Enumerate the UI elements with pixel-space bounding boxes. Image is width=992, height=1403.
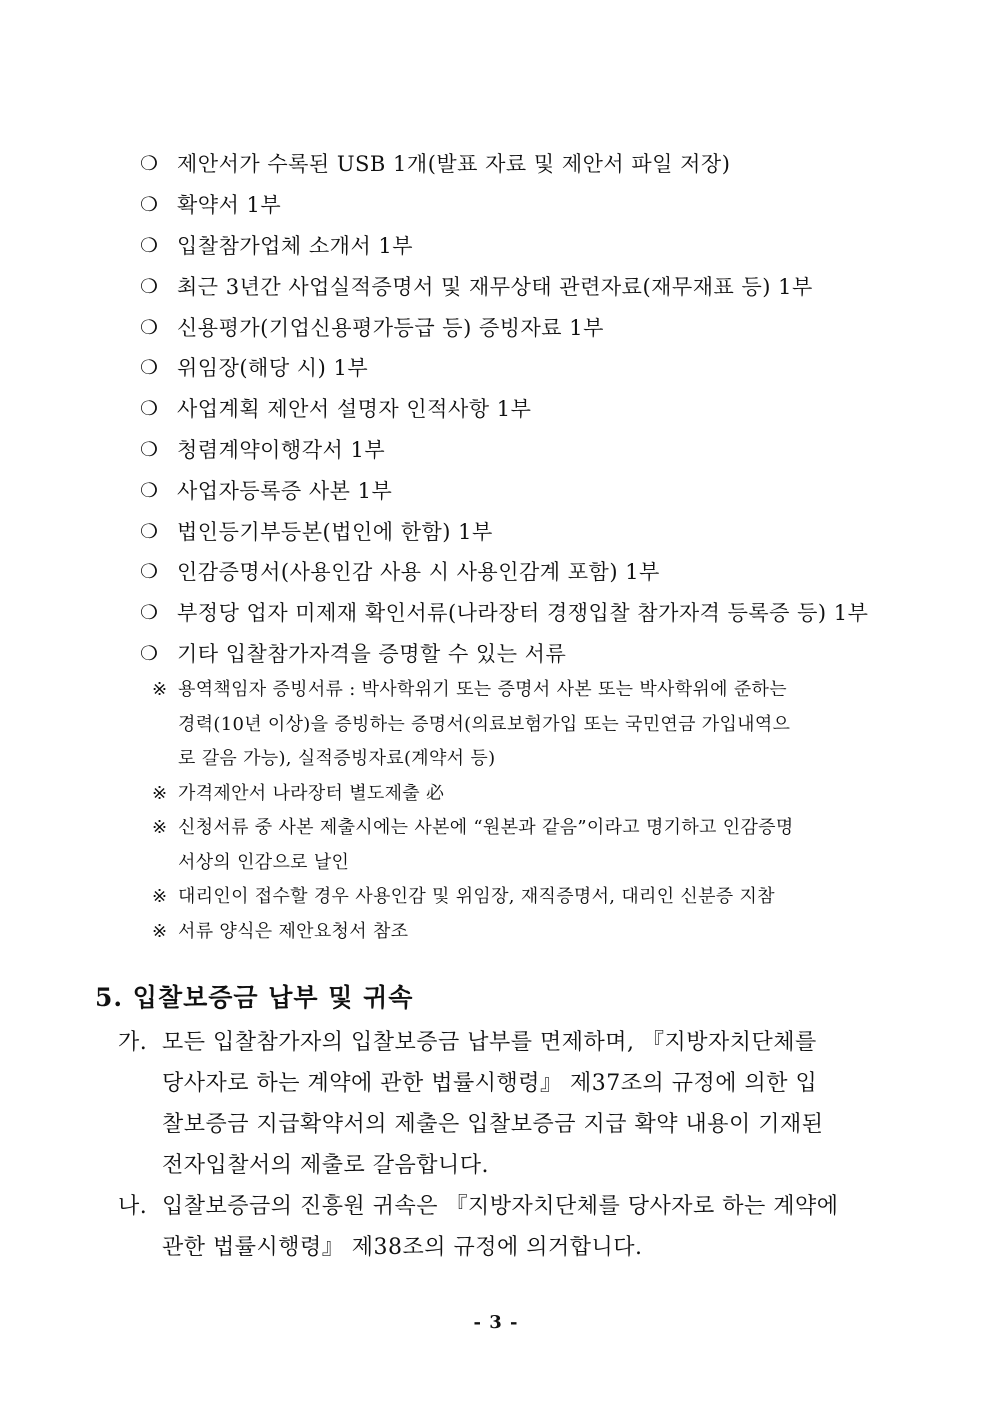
note-item xyxy=(152,915,912,950)
list-item xyxy=(140,469,920,510)
paragraph-line: 당사자로 하는 계약에 관한 법률시행령』 제37조의 규정에 의한 입 xyxy=(162,1071,818,1096)
list-item-text: 청렴계약이행각서 1부 xyxy=(177,437,386,462)
list-item-text: 부정당 업자 미제재 확인서류(나라장터 경쟁입찰 참가자격 등록증 등) 1부 xyxy=(177,601,869,626)
circle-bullet-icon: ❍ xyxy=(140,314,159,339)
list-item xyxy=(140,347,920,388)
circle-bullet-icon: ❍ xyxy=(140,436,159,461)
note-line: 용역책임자 증빙서류 : 박사학위기 또는 증명서 사본 또는 박사학위에 준하는 xyxy=(178,679,787,700)
note-text xyxy=(178,915,912,950)
paragraph-line: 관한 법률시행령』 제38조의 규정에 의거합니다. xyxy=(162,1235,643,1260)
list-item-text: 인감증명서(사용인감 사용 시 사용인감계 포함) 1부 xyxy=(177,560,660,585)
list-item-text: 위임장(해당 시) 1부 xyxy=(177,356,369,381)
paragraph-label: 나. xyxy=(118,1194,148,1219)
list-item xyxy=(140,510,920,551)
list-item-text: 사업계획 제안서 설명자 인적사항 1부 xyxy=(177,397,532,422)
reference-mark-icon: ※ xyxy=(152,886,168,907)
note-line: 서상의 인감으로 날인 xyxy=(178,851,350,873)
circle-bullet-icon: ❍ xyxy=(140,273,159,298)
paragraph-line: 찰보증금 지급확약서의 제출은 입찰보증금 지급 확약 내용이 기재된 xyxy=(162,1112,824,1137)
note-text xyxy=(178,811,912,880)
list-item-text: 기타 입찰참가자격을 증명할 수 있는 서류 xyxy=(177,641,567,666)
note-text xyxy=(178,777,912,812)
circle-bullet-icon: ❍ xyxy=(140,192,159,217)
circle-bullet-icon: ❍ xyxy=(140,640,159,665)
circle-bullet-icon: ❍ xyxy=(140,151,159,176)
note-line: 신청서류 중 사본 제출시에는 사본에 “원본과 같음”이라고 명기하고 인감증명 xyxy=(178,817,794,838)
circle-bullet-icon: ❍ xyxy=(140,355,159,380)
note-item xyxy=(152,811,912,880)
list-item xyxy=(140,551,920,592)
circle-bullet-icon: ❍ xyxy=(140,559,159,584)
note-text xyxy=(178,673,912,777)
note-item xyxy=(152,673,912,777)
note-line: 로 갈음 가능), 실적증빙자료(계약서 등) xyxy=(178,748,496,769)
required-documents-list xyxy=(140,143,920,673)
note-item xyxy=(152,880,912,915)
note-line: 가격제안서 나라장터 별도제출 必 xyxy=(178,782,445,804)
note-line: 서류 양식은 제안요청서 참조 xyxy=(178,920,409,942)
list-item-text: 제안서가 수록된 USB 1개(발표 자료 및 제안서 파일 저장) xyxy=(177,152,731,177)
circle-bullet-icon: ❍ xyxy=(140,600,159,625)
section-heading: 5. 입찰보증금 납부 및 귀속 xyxy=(95,983,414,1012)
list-item-text: 법인등기부등본(법인에 한함) 1부 xyxy=(177,519,493,544)
list-item xyxy=(140,265,920,306)
paragraph-na xyxy=(118,1186,908,1268)
circle-bullet-icon: ❍ xyxy=(140,232,159,257)
paragraph-ga xyxy=(118,1022,908,1186)
list-item-text: 확약서 1부 xyxy=(177,193,282,218)
list-item xyxy=(140,184,920,225)
list-item xyxy=(140,225,920,266)
paragraph-label: 가. xyxy=(118,1030,148,1055)
paragraph-line: 전자입찰서의 제출로 갈음합니다. xyxy=(162,1153,490,1178)
list-item xyxy=(140,429,920,470)
list-item-text: 입찰참가업체 소개서 1부 xyxy=(177,233,414,258)
reference-mark-icon: ※ xyxy=(152,782,168,804)
list-item xyxy=(140,592,920,633)
page-number: - 3 - xyxy=(473,1312,519,1333)
paragraph-line: 모든 입찰참가자의 입찰보증금 납부를 면제하며, 『지방자치단체를 xyxy=(162,1030,817,1055)
circle-bullet-icon: ❍ xyxy=(140,477,159,502)
list-item xyxy=(140,633,920,674)
list-item-text: 사업자등록증 사본 1부 xyxy=(177,478,393,503)
list-item xyxy=(140,306,920,347)
list-item xyxy=(140,388,920,429)
reference-mark-icon: ※ xyxy=(152,679,168,700)
circle-bullet-icon: ❍ xyxy=(140,396,159,421)
note-line: 경력(10년 이상)을 증빙하는 증명서(의료보험가입 또는 국민연금 가입내역으 xyxy=(178,713,791,735)
note-item xyxy=(152,777,912,812)
list-item-text: 신용평가(기업신용평가등급 등) 증빙자료 1부 xyxy=(177,315,604,340)
reference-mark-icon: ※ xyxy=(152,920,168,942)
circle-bullet-icon: ❍ xyxy=(140,518,159,543)
note-line: 대리인이 접수할 경우 사용인감 및 위임장, 재직증명서, 대리인 신분증 지참 xyxy=(178,886,775,907)
list-item-text: 최근 3년간 사업실적증명서 및 재무상태 관련자료(재무재표 등) 1부 xyxy=(177,274,813,299)
reference-mark-icon: ※ xyxy=(152,817,168,838)
note-text xyxy=(178,880,912,915)
paragraph-line: 입찰보증금의 진흥원 귀속은 『지방자치단체를 당사자로 하는 계약에 xyxy=(162,1194,839,1219)
list-item xyxy=(140,143,920,184)
notes-list xyxy=(152,673,912,949)
